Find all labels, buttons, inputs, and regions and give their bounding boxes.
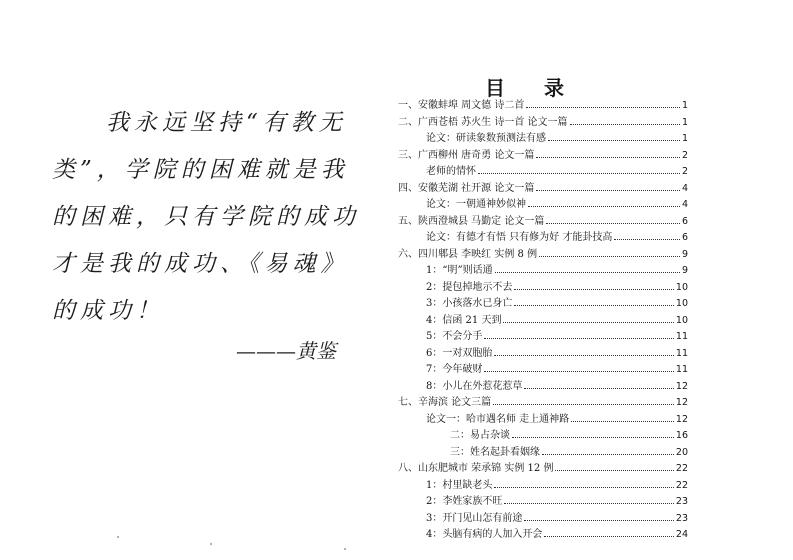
toc-entry bbox=[398, 98, 688, 115]
toc-leader-dots bbox=[571, 412, 674, 422]
toc-leader-dots bbox=[495, 263, 680, 273]
toc-entry bbox=[398, 230, 688, 247]
toc-entry bbox=[398, 131, 688, 148]
toc-entry bbox=[398, 395, 688, 412]
toc-entry bbox=[398, 527, 688, 544]
toc-leader-dots bbox=[570, 115, 680, 125]
toc-entry bbox=[398, 247, 688, 264]
toc-page-number: 12 bbox=[675, 397, 688, 408]
toc-entry-title: 四、安徽芜湖 社开源 论文一篇 bbox=[398, 182, 535, 194]
toc-page-number: 12 bbox=[675, 413, 688, 425]
toc-entry-title: 2：李姓家族不旺 bbox=[426, 496, 503, 507]
toc-page-number: 6 bbox=[681, 215, 688, 227]
toc-leader-dots bbox=[494, 346, 674, 356]
toc-entry bbox=[398, 115, 688, 132]
toc-leader-dots bbox=[512, 428, 674, 438]
toc-entry bbox=[398, 181, 688, 198]
toc-leader-dots bbox=[544, 527, 674, 537]
toc-list bbox=[398, 98, 688, 544]
quote-line: 才是我的成功、《易魂》 bbox=[52, 251, 349, 277]
toc-leader-dots bbox=[528, 197, 680, 207]
left-page bbox=[0, 0, 396, 560]
toc-entry bbox=[398, 511, 688, 528]
toc-leader-dots bbox=[493, 395, 674, 405]
toc-entry bbox=[398, 412, 688, 429]
toc-page-number: 1 bbox=[681, 116, 688, 128]
toc-leader-dots bbox=[494, 478, 674, 488]
toc-entry bbox=[398, 280, 688, 297]
toc-entry-title: 论文：有德才有悟 只有修为好 才能卦技高 bbox=[426, 232, 613, 243]
toc-entry bbox=[398, 445, 688, 462]
toc-entry-title: 三、广西柳州 唐奇勇 论文一篇 bbox=[398, 149, 535, 161]
quote-line: 我永远坚持“有教无 bbox=[106, 110, 347, 136]
toc-entry-title: 老师的情怀 bbox=[426, 166, 476, 177]
toc-entry-title: 论文：一朝通神妙似神 bbox=[426, 199, 526, 210]
toc-entry bbox=[398, 478, 688, 495]
toc-entry bbox=[398, 313, 688, 330]
toc-leader-dots bbox=[484, 362, 674, 372]
toc-page-number: 12 bbox=[675, 380, 688, 392]
toc-entry-title: 六、四川郫县 李映红 实例 8 例 bbox=[398, 248, 538, 260]
toc-entry bbox=[398, 461, 688, 478]
toc-entry-title: 4：头脑有病的人加入开会 bbox=[426, 529, 543, 540]
toc-entry-title: 论文：研读象数预测法有感 bbox=[426, 133, 546, 144]
toc-entry-title: 6：一对双胞胎 bbox=[426, 347, 493, 359]
toc-leader-dots bbox=[514, 280, 674, 290]
toc-page-number: 11 bbox=[675, 331, 688, 342]
toc-page-number: 1 bbox=[681, 100, 688, 111]
toc-leader-dots bbox=[514, 296, 674, 306]
scan-speck bbox=[117, 536, 119, 538]
toc-entry bbox=[398, 346, 688, 363]
toc-page-number: 16 bbox=[675, 430, 688, 441]
toc-page-number: 10 bbox=[675, 314, 688, 326]
toc-page-number: 10 bbox=[675, 281, 688, 293]
toc-page-number: 1 bbox=[681, 133, 688, 144]
toc-entry-title: 七、辛海滨 论文三篇 bbox=[398, 397, 492, 408]
toc-entry-title: 3：小孩落水已身亡 bbox=[426, 298, 513, 309]
toc-entry-title: 二：易占杂谈 bbox=[450, 430, 510, 441]
toc-leader-dots bbox=[546, 214, 680, 224]
toc-leader-dots bbox=[614, 230, 680, 240]
toc-entry-title: 8：小儿在外惹花惹草 bbox=[426, 380, 523, 392]
toc-entry-title: 2：提包掉地示不去 bbox=[426, 281, 513, 293]
toc-entry-title: 论文一：哈市遇名师 走上通神路 bbox=[426, 413, 570, 425]
toc-entry bbox=[398, 148, 688, 165]
toc-page-number: 11 bbox=[675, 347, 688, 359]
toc-entry bbox=[398, 197, 688, 214]
quote-line: 的困难，只有学院的成功 bbox=[52, 204, 360, 230]
scan-speck bbox=[344, 548, 346, 550]
toc-entry bbox=[398, 164, 688, 181]
toc-entry bbox=[398, 362, 688, 379]
toc-entry bbox=[398, 296, 688, 313]
toc-leader-dots bbox=[539, 247, 680, 257]
toc-entry bbox=[398, 428, 688, 445]
toc-page-number: 4 bbox=[681, 182, 688, 194]
toc-page-number: 11 bbox=[675, 364, 688, 375]
toc-page-number: 6 bbox=[681, 232, 688, 243]
toc-page-number: 9 bbox=[681, 248, 688, 260]
toc-page-number: 2 bbox=[681, 166, 688, 177]
quote-line: 类”，学院的困难就是我 bbox=[52, 157, 349, 183]
toc-entry-title: 1：“明”则话通 bbox=[426, 265, 493, 276]
toc-entry bbox=[398, 214, 688, 231]
toc-entry-title: 二、广西苍梧 苏火生 诗一首 论文一篇 bbox=[398, 116, 568, 128]
toc-leader-dots bbox=[548, 131, 680, 141]
toc-entry-title: 一、安徽蚌埠 周文德 诗二首 bbox=[398, 100, 525, 111]
toc-page-number: 4 bbox=[681, 199, 688, 210]
toc-leader-dots bbox=[524, 511, 674, 521]
toc-page-number: 10 bbox=[675, 298, 688, 309]
toc-entry bbox=[398, 379, 688, 396]
quote-signature: ———黄鉴 bbox=[236, 339, 336, 363]
toc-entry-title: 三：姓名起卦看姻缘 bbox=[450, 446, 540, 458]
toc-page-number: 22 bbox=[675, 463, 688, 474]
toc-entry bbox=[398, 263, 688, 280]
toc-entry-title: 5：不会分手 bbox=[426, 331, 483, 342]
toc-leader-dots bbox=[526, 98, 680, 108]
toc-leader-dots bbox=[504, 494, 674, 504]
toc-leader-dots bbox=[536, 148, 680, 158]
toc-entry-title: 1：村里缺老头 bbox=[426, 479, 493, 491]
toc-entry bbox=[398, 329, 688, 346]
toc-leader-dots bbox=[542, 445, 674, 455]
toc-leader-dots bbox=[555, 461, 673, 471]
toc-page-number: 23 bbox=[675, 512, 688, 524]
toc-entry-title: 3：开门见山怎有前途 bbox=[426, 512, 523, 524]
toc-page-number: 9 bbox=[681, 265, 688, 276]
toc-page-number: 22 bbox=[675, 479, 688, 491]
toc-leader-dots bbox=[536, 181, 680, 191]
toc-title: 目 录 bbox=[485, 76, 580, 100]
quote-block bbox=[52, 100, 362, 335]
toc-entry bbox=[398, 494, 688, 511]
toc-leader-dots bbox=[478, 164, 680, 174]
toc-leader-dots bbox=[524, 379, 674, 389]
toc-leader-dots bbox=[484, 329, 674, 339]
toc-page-number: 2 bbox=[681, 149, 688, 161]
toc-entry-title: 五、陕西澄城县 马勤定 论文一篇 bbox=[398, 215, 545, 227]
toc-page-number: 24 bbox=[675, 529, 688, 540]
toc-entry-title: 八、山东肥城市 荣承锦 实例 12 例 bbox=[398, 463, 554, 474]
toc-page-number: 20 bbox=[675, 446, 688, 458]
toc-entry-title: 7：今年破财 bbox=[426, 364, 483, 375]
toc-leader-dots bbox=[503, 313, 673, 323]
quote-line: 的成功！ bbox=[52, 298, 164, 324]
scan-speck bbox=[210, 543, 212, 545]
toc-page-number: 23 bbox=[675, 496, 688, 507]
toc-entry-title: 4：信函 21 天到 bbox=[426, 314, 502, 326]
